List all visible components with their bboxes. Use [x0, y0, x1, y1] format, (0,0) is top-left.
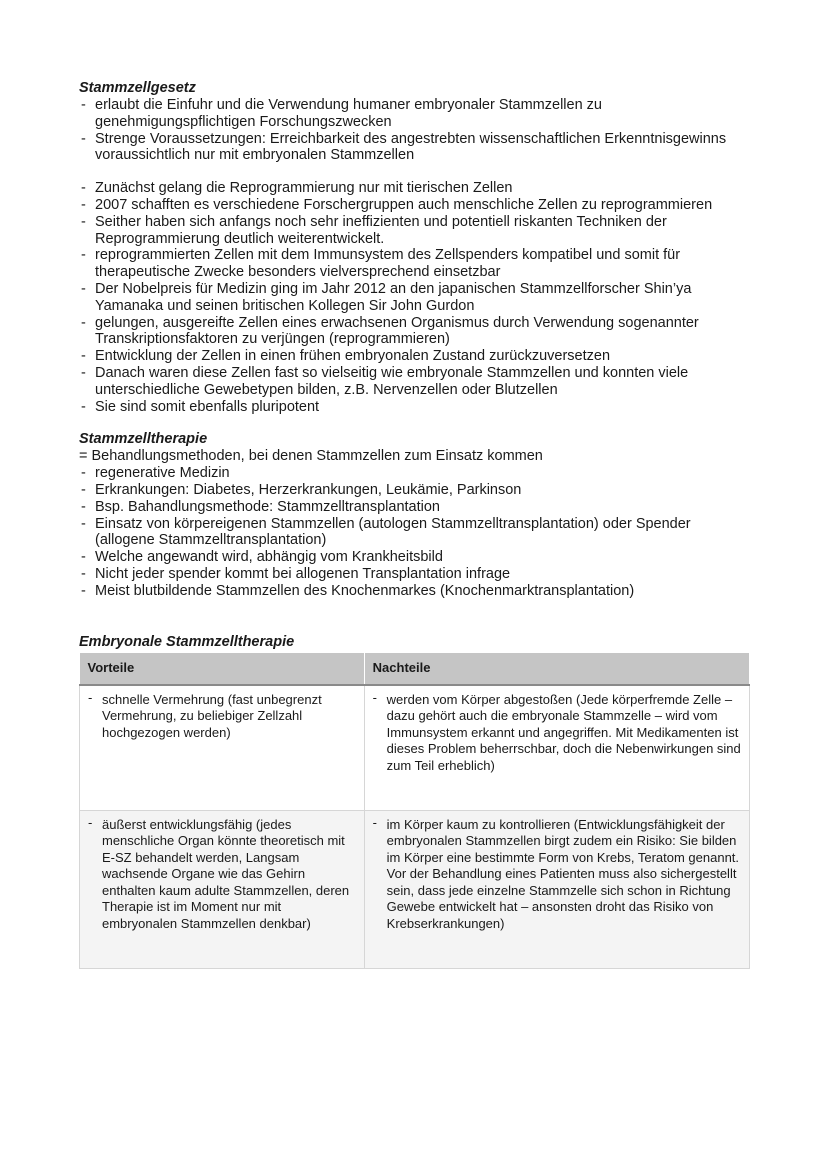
list-item: - Seither haben sich anfangs noch sehr ineffizienten und potentiell riskanten Techniken der Reprogrammierung deutlich weiterentwickelt.: [79, 214, 751, 248]
list-item: - erlaubt die Einfuhr und die Verwendung humaner embryonaler Stammzellen zu genehmigungspflichtigen Forschungszwecken: [79, 97, 751, 131]
section-title-embryonale-stammzelltherapie: Embryonale Stammzelltherapie: [79, 633, 295, 650]
section-title-stammzelltherapie: Stammzelltherapie: [79, 431, 208, 448]
list-item: - Entwicklung der Zellen in einen frühen embryonalen Zustand zurückzuversetzen: [79, 348, 751, 365]
table-header-row: [80, 653, 750, 685]
column-header-vorteile: Vorteile: [80, 653, 365, 685]
table-row: [80, 810, 750, 968]
document-page: [79, 80, 751, 969]
list-item: - regenerative Medizin: [79, 465, 751, 482]
stammzelltherapie-list: [79, 448, 751, 599]
spacer: [79, 600, 751, 634]
list-item: - Bsp. Bahandlungsmethode: Stammzelltransplantation: [79, 499, 751, 516]
spacer: [79, 164, 751, 180]
stammzellgesetz-list: [79, 97, 751, 164]
list-item: - Welche angewandt wird, abhängig vom Krankheitsbild: [79, 549, 751, 566]
definition-line: = Behandlungsmethoden, bei denen Stammzellen zum Einsatz kommen: [79, 448, 543, 465]
cell-text: schnelle Vermehrung (fast unbegrenzt Vermehrung, zu beliebiger Zellzahl hochgezogen werden): [102, 691, 322, 740]
list-item: - 2007 schafften es verschiedene Forschergruppen auch menschliche Zellen zu reprogrammieren: [79, 197, 751, 214]
pros-cons-table: [79, 653, 750, 969]
dash-bullet-icon: -: [88, 814, 93, 830]
section-title-stammzellgesetz: Stammzellgesetz: [79, 80, 196, 96]
list-item: - Einsatz von körpereigenen Stammzellen (autologen Stammzelltransplantation) oder Spender (allogene Stammzelltransplantation): [79, 516, 751, 550]
table-cell-con: [364, 810, 749, 968]
cell-text: im Körper kaum zu kontrollieren (Entwicklungsfähigkeit der embryonalen Stammzellen birgt zudem ein Risiko: Sie bilden im Körper eine bestimmte Form von Krebs, Teratom genannt. Vor der Behandlung eines Patienten muss also sichergestellt sein, dass jede einzelne Stammzelle sich schon in Richtung Gewebe entwickelt hat – ansonsten droht das Risiko von Krebserkrankungen): [386, 816, 740, 932]
list-item: - Der Nobelpreis für Medizin ging im Jahr 2012 an den japanischen Stammzellforscher Shin’ya Yamanaka und seinen britischen Kollegen Sir John Gurdon: [79, 281, 751, 315]
table-cell-pro: [80, 810, 365, 968]
list-item: - Meist blutbildende Stammzellen des Knochenmarkes (Knochenmarktransplantation): [79, 583, 751, 600]
list-item: - Strenge Voraussetzungen: Erreichbarkeit des angestrebten wissenschaftlichen Erkenntnisgewinns voraussichtlich nur mit embryonalen Stammzellen: [79, 131, 751, 165]
cell-text: äußerst entwicklungsfähig (jedes menschliche Organ könnte theoretisch mit E-SZ behandelt werden, Langsam wachsende Organe wie das Gehirn enthalten kaum adulte Stammzellen, deren Therapie ist im Moment nur mit embryonalen Stammzellen denkbar): [102, 816, 350, 932]
list-item: - Sie sind somit ebenfalls pluripotent: [79, 399, 751, 416]
list-item: - gelungen, ausgereifte Zellen eines erwachsenen Organismus durch Verwendung sogenannter Transkriptionsfaktoren zu verjüngen (reprogrammieren): [79, 315, 751, 349]
table-cell-pro: [80, 685, 365, 811]
spacer: [79, 415, 751, 431]
list-item: - Danach waren diese Zellen fast so vielseitig wie embryonale Stammzellen und konnten viele unterschiedliche Gewebetypen bilden, z.B. Nervenzellen oder Blutzellen: [79, 365, 751, 399]
column-header-nachteile: Nachteile: [364, 653, 749, 685]
dash-bullet-icon: -: [88, 689, 93, 705]
cell-text: werden vom Körper abgestoßen (Jede körperfremde Zelle – dazu gehört auch die embryonale Stammzelle – wird vom Immunsystem erkannt und angegriffen. Mit Medikamenten ist dieses Problem beherrschbar, doch die Nebenwirkungen sind zum Teil erheblich): [386, 691, 741, 773]
table-row: [80, 685, 750, 811]
reprogrammierung-list: [79, 180, 751, 415]
table-cell-con: [364, 685, 749, 811]
list-item: - Zunächst gelang die Reprogrammierung nur mit tierischen Zellen: [79, 180, 751, 197]
list-item: - Nicht jeder spender kommt bei allogenen Transplantation infrage: [79, 566, 751, 583]
list-item: - Erkrankungen: Diabetes, Herzerkrankungen, Leukämie, Parkinson: [79, 482, 751, 499]
dash-bullet-icon: -: [372, 689, 378, 705]
dash-bullet-icon: -: [372, 814, 378, 830]
list-item: - reprogrammierten Zellen mit dem Immunsystem des Zellspenders kompatibel und somit für therapeutische Zwecke besonders vielversprechend einsetzbar: [79, 247, 751, 281]
